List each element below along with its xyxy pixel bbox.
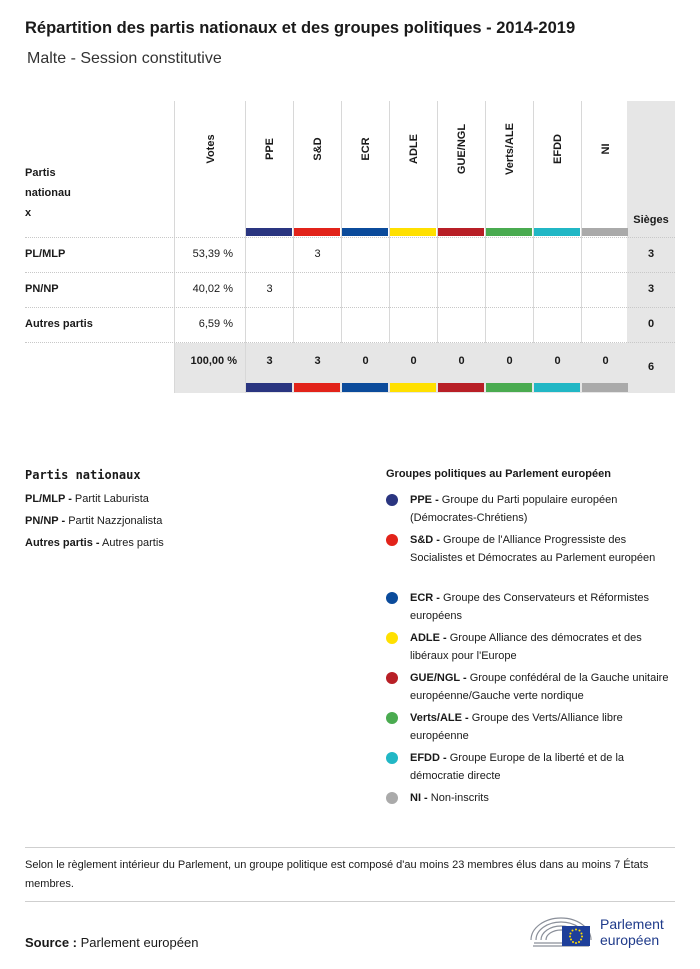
legend-dot bbox=[386, 752, 398, 764]
party-votes: 6,59 % bbox=[198, 318, 233, 330]
group-color-bar-ecr bbox=[342, 383, 388, 392]
column-divider bbox=[174, 101, 175, 393]
group-name: Groupe des Verts/Alliance libre européenne bbox=[410, 712, 623, 742]
group-color-bar-ni bbox=[582, 228, 628, 236]
divider bbox=[25, 847, 675, 848]
total-cell-adle: 0 bbox=[410, 355, 417, 367]
group-name: Groupe de l'Alliance Progressiste des Socialistes et Démocrates au Parlement européen bbox=[410, 534, 656, 564]
political-groups-title: Groupes politiques au Parlement européen bbox=[386, 468, 611, 480]
votes-header bbox=[187, 101, 234, 228]
party-votes: 53,39 % bbox=[192, 248, 233, 260]
row-header-line-3: x bbox=[25, 207, 32, 219]
group-header-ppe bbox=[246, 101, 293, 228]
row-divider bbox=[25, 237, 675, 238]
group-name: Groupe Europe de la liberté et de la démocratie directe bbox=[410, 752, 625, 782]
group-abbr: GUE/NGL - bbox=[410, 672, 467, 684]
column-divider bbox=[245, 101, 246, 393]
group-name: Groupe du Parti populaire européen (Démocrates-Chrétiens) bbox=[410, 494, 618, 524]
row-divider bbox=[25, 342, 675, 343]
row-divider bbox=[25, 307, 675, 308]
national-party-item bbox=[25, 493, 149, 505]
national-party-name: Partit Laburista bbox=[74, 493, 149, 505]
national-parties-title: Partis nationaux bbox=[25, 468, 141, 482]
national-party-item bbox=[25, 515, 162, 527]
group-color-bar-ppe bbox=[246, 383, 292, 392]
group-color-bar-sd bbox=[294, 383, 340, 392]
group-abbr: EFDD - bbox=[410, 752, 447, 764]
group-header-label: EFDD bbox=[551, 134, 564, 164]
national-party-item bbox=[25, 537, 164, 549]
group-abbr: PPE - bbox=[410, 494, 439, 506]
group-header-label: ECR bbox=[359, 137, 372, 161]
legend-dot bbox=[386, 592, 398, 604]
total-cell-ni: 0 bbox=[602, 355, 609, 367]
total-cell-ppe: 3 bbox=[266, 355, 273, 367]
total-cell-gue: 0 bbox=[458, 355, 465, 367]
group-color-bar-efdd bbox=[534, 383, 580, 392]
legend-dot bbox=[386, 712, 398, 724]
group-header-ecr bbox=[342, 101, 389, 228]
group-abbr: Verts/ALE - bbox=[410, 712, 469, 724]
group-header-sd bbox=[294, 101, 341, 228]
group-abbr: NI - bbox=[410, 792, 428, 804]
national-party-name: Partit Nazzjonalista bbox=[68, 515, 163, 527]
logo-line-2: européen bbox=[600, 932, 660, 948]
group-color-bar-sd bbox=[294, 228, 340, 236]
total-seats: 6 bbox=[647, 361, 655, 373]
group-color-bar-ni bbox=[582, 383, 628, 392]
seats-header: Sièges bbox=[633, 214, 669, 226]
group-header-label: GUE/NGL bbox=[455, 123, 468, 175]
seat-cell: 3 bbox=[266, 283, 273, 295]
group-header-label: S&D bbox=[311, 137, 324, 161]
group-header-ni bbox=[582, 101, 629, 228]
group-abbr: ECR - bbox=[410, 592, 440, 604]
source-line bbox=[25, 935, 198, 950]
seats-column-bg bbox=[627, 101, 675, 393]
seat-cell: 3 bbox=[314, 248, 321, 260]
source-label: Source : bbox=[25, 935, 78, 950]
national-party-abbr: Autres partis - bbox=[25, 537, 100, 549]
national-party-abbr: PN/NP - bbox=[25, 515, 66, 527]
group-header-adle bbox=[390, 101, 437, 228]
party-seats: 0 bbox=[647, 318, 655, 330]
page-title: Répartition des partis nationaux et des groupes politiques - 2014-2019 bbox=[25, 19, 576, 37]
group-color-bar-verts bbox=[486, 228, 532, 236]
party-seats: 3 bbox=[647, 248, 655, 260]
group-color-bar-efdd bbox=[534, 228, 580, 236]
row-header bbox=[25, 163, 71, 223]
parliament-logo bbox=[528, 910, 678, 952]
party-label: PL/MLP bbox=[25, 248, 66, 260]
group-name: Groupe Alliance des démocrates et des libéraux pour l'Europe bbox=[410, 632, 642, 662]
group-name: Non-inscrits bbox=[430, 792, 489, 804]
group-color-bar-verts bbox=[486, 383, 532, 392]
logo-line-1: Parlement bbox=[600, 916, 664, 932]
total-cell-efdd: 0 bbox=[554, 355, 561, 367]
party-votes: 40,02 % bbox=[192, 283, 233, 295]
total-cell-sd: 3 bbox=[314, 355, 321, 367]
legend-dot bbox=[386, 632, 398, 644]
legend-dot bbox=[386, 534, 398, 546]
party-seats: 3 bbox=[647, 283, 655, 295]
group-name: Groupe confédéral de la Gauche unitaire européenne/Gauche verte nordique bbox=[410, 672, 669, 702]
group-header-efdd bbox=[534, 101, 581, 228]
party-label: PN/NP bbox=[25, 283, 59, 295]
group-color-bar-gue bbox=[438, 383, 484, 392]
group-color-bar-ecr bbox=[342, 228, 388, 236]
footnote: Selon le règlement intérieur du Parlement, un groupe politique est composé d'au moins 23 membres élus dans au moins 7 États membres. bbox=[25, 859, 649, 890]
group-color-bar-adle bbox=[390, 383, 436, 392]
row-divider bbox=[25, 272, 675, 273]
group-header-gue bbox=[438, 101, 485, 228]
total-votes: 100,00 % bbox=[190, 355, 237, 367]
logo-text bbox=[600, 916, 664, 948]
row-header-line-2: nationau bbox=[25, 187, 71, 199]
group-header-verts bbox=[486, 101, 533, 228]
source-value: Parlement européen bbox=[80, 935, 199, 950]
group-color-bar-ppe bbox=[246, 228, 292, 236]
party-label: Autres partis bbox=[25, 318, 93, 330]
group-color-bar-adle bbox=[390, 228, 436, 236]
group-name: Groupe des Conservateurs et Réformistes européens bbox=[410, 592, 650, 622]
national-party-abbr: PL/MLP - bbox=[25, 493, 72, 505]
votes-header-label: Votes bbox=[204, 134, 217, 164]
legend-dot bbox=[386, 672, 398, 684]
legend-dot bbox=[386, 494, 398, 506]
group-abbr: ADLE - bbox=[410, 632, 447, 644]
group-header-label: ADLE bbox=[407, 134, 420, 164]
national-party-name: Autres partis bbox=[102, 537, 164, 549]
page-subtitle: Malte - Session constitutive bbox=[27, 50, 222, 67]
total-cell-verts: 0 bbox=[506, 355, 513, 367]
results-table bbox=[25, 101, 675, 393]
parliament-hemicycle-icon bbox=[528, 910, 594, 950]
total-cell-ecr: 0 bbox=[362, 355, 369, 367]
legend-dot bbox=[386, 792, 398, 804]
group-header-label: Verts/ALE bbox=[503, 123, 516, 175]
group-color-bar-gue bbox=[438, 228, 484, 236]
group-header-label: PPE bbox=[263, 137, 276, 161]
divider bbox=[25, 901, 675, 902]
row-header-line-1: Partis bbox=[25, 167, 56, 179]
group-header-label: NI bbox=[599, 143, 612, 155]
group-abbr: S&D - bbox=[410, 534, 440, 546]
